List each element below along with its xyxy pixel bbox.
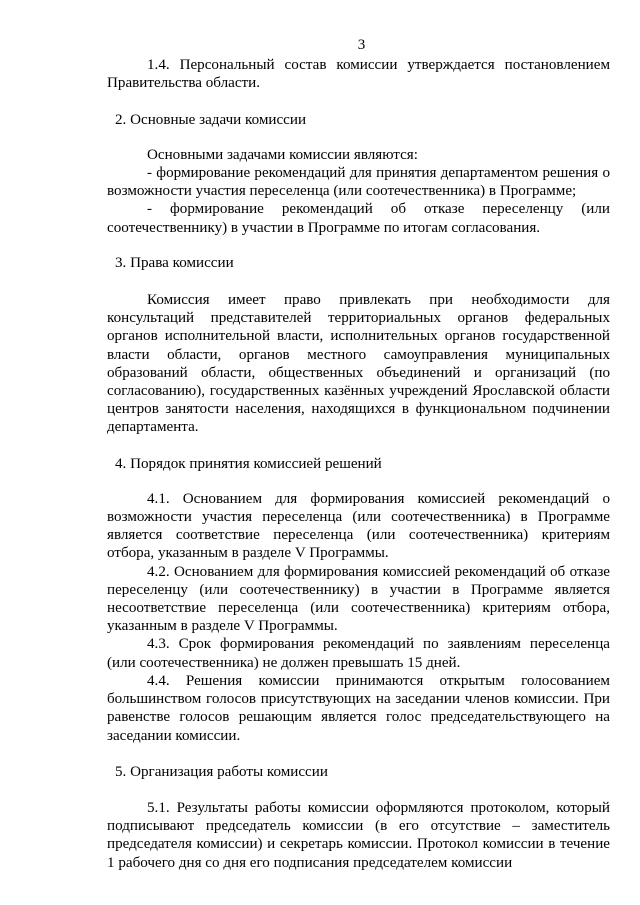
section-3-text: Комиссия имеет право привлекать при необходимости для консультаций представителей территориальных органов федеральных органов исполнительной власти, исполнительных органов государственной власти области, органов местного самоуправления муниципальных образований области, общественных объединений и организаций (по согласованию), государственных казённых учреждений Ярославской области центров занятости населения, находящихся в функциональном подчинении департамента.	[107, 292, 610, 436]
section-2-title: 2. Основные задачи комиссии	[115, 111, 307, 128]
section-5-title: 5. Организация работы комиссии	[115, 763, 328, 780]
paragraph-1-4: 1.4. Персональный состав комиссии утверждается постановлением Правительства области.	[107, 57, 610, 92]
section-4-title: 4. Порядок принятия комиссией решений	[115, 455, 382, 472]
paragraph-4-3: 4.3. Срок формирования рекомендаций по заявлениям переселенца (или соотечественника) не должен превышать 15 дней.	[107, 636, 610, 671]
paragraph-4-2: 4.2. Основанием для формирования комиссией рекомендаций об отказе переселенцу (или соотечественнику) в участии в Программе является несоответствие переселенца (или соотечественника) критериям отбора, указанным в разделе V Программы.	[107, 563, 610, 635]
section-2-intro: Основными задачами комиссии являются:	[147, 146, 418, 163]
paragraph-4-4: 4.4. Решения комиссии принимаются открытым голосованием большинством голосов присутствующих на заседании членов комиссии. При равенстве голосов решающим является голос председательствующего на заседании комиссии.	[107, 672, 610, 744]
section-3-title: 3. Права комиссии	[115, 254, 234, 271]
section-2-item-2: - формирование рекомендаций об отказе переселенцу (или соотечественнику) в участии в Программе по итогам согласования.	[107, 201, 610, 236]
paragraph-5-1: 5.1. Результаты работы комиссии оформляются протоколом, который подписывают председатель комиссии (в его отсутствие – заместитель председателя комиссии) и секретарь комиссии. Протокол комиссии в течение 1 рабочего дня со дня его подписания председателем комиссии	[107, 799, 610, 871]
page-number: 3	[357, 37, 366, 53]
paragraph-4-1: 4.1. Основанием для формирования комиссией рекомендаций о возможности участия переселенца (или соотечественника) в Программе является соответствие переселенца (или соотечественника) критериям отбора, указанным в разделе V Программы.	[107, 490, 610, 562]
section-2-item-1: - формирование рекомендаций для принятия департаментом решения о возможности участия переселенца (или соотечественника) в Программе;	[107, 165, 610, 200]
